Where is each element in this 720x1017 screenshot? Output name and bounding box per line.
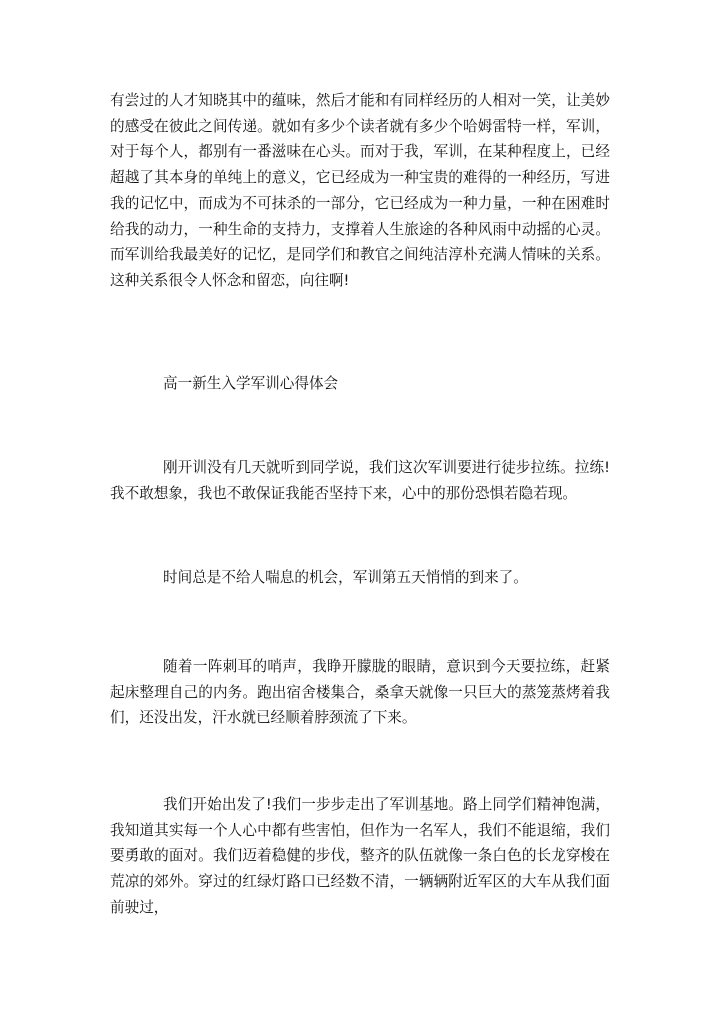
paragraph-1: 有尝过的人才知晓其中的蕴味，然后才能和有同样经历的人相对一笑，让美妙的感受在彼此之间传递。就如有多少个读者就有多少个哈姆雷特一样，军训，对于每个人，都别有一番滋味在心头。而对于我，军训，在某种程度上，已经超越了其本身的单纯上的意义，它已经成为一种宝贵的难得的一种经历，写进我的记忆中，而成为不可抹杀的一部分，它已经成为一种力量，一种在困难时给我的动力，一种生命的支持力，支撑着人生旅途的各种风雨中动摇的心灵。而军训给我最美好的记忆，是同学们和教官之间纯洁淳朴充满人情味的关系。这种关系很令人怀念和留恋，向往啊!: [110, 92, 610, 289]
paragraph-4: 随着一阵刺耳的哨声，我睁开朦胧的眼睛，意识到今天要拉练，赶紧起床整理自己的内务。跑出宿舍楼集合，桑拿天就像一只巨大的蒸笼蒸烤着我们，还没出发，汗水就已经顺着脖颈流了下来。: [110, 658, 610, 727]
section-title: 高一新生入学军训心得体会: [163, 375, 339, 392]
paragraph-3: 时间总是不给人喘息的机会，军训第五天悄悄的到来了。: [163, 569, 528, 586]
paragraph-5: 我们开始出发了!我们一步步走出了军训基地。路上同学们精神饱满，我知道其实每一个人心中都有些害怕，但作为一名军人，我们不能退缩，我们要勇敢的面对。我们迈着稳健的步伐，整齐的队伍就像一条白色的长龙穿梭在荒凉的郊外。穿过的红绿灯路口已经数不清，一辆辆附近军区的大车从我们面前驶过，: [110, 796, 610, 916]
paragraph-2: 刚开训没有几天就听到同学说，我们这次军训要进行徒步拉练。拉练!我不敢想象，我也不敢保证我能否坚持下来，心中的那份恐惧若隐若现。: [110, 459, 610, 502]
